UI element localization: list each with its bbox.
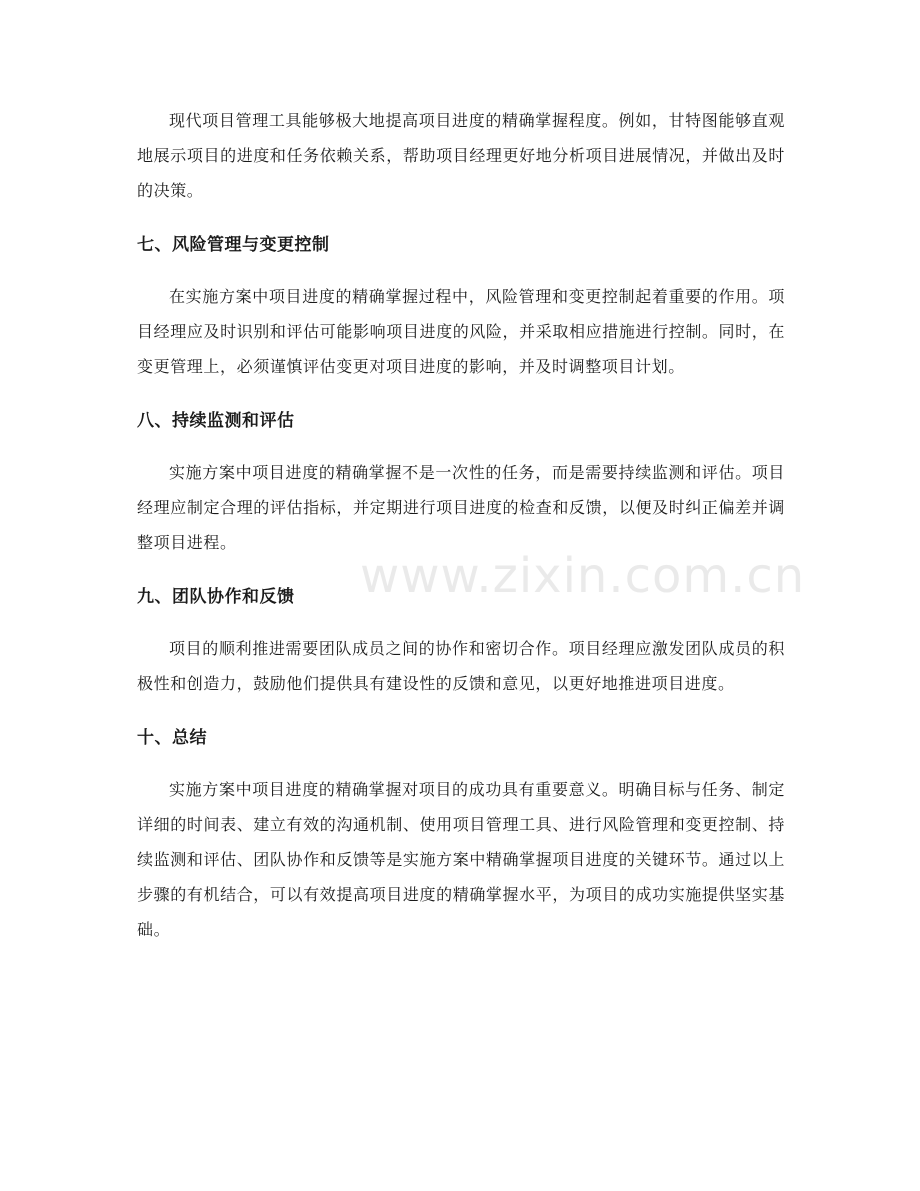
paragraph-summary: 实施方案中项目进度的精确掌握对项目的成功具有重要意义。明确目标与任务、制定详细的时间表、建立有效的沟通机制、使用项目管理工具、进行风险管理和变更控制、持续监测和评估、团队协作和反馈等是实施方案中精确掌握项目进度的关键环节。通过以上步骤的有机结合，可以有效提高项目进度的精确掌握水平，为项目的成功实施提供坚实基础。 <box>137 780 785 939</box>
section-heading-teamwork: 九、团队协作和反馈 <box>137 587 295 607</box>
document-body <box>137 103 785 971</box>
section-heading-monitoring: 八、持续监测和评估 <box>137 411 295 431</box>
watermark-text: www.zixin.com.cn <box>360 548 806 604</box>
section-heading-risk-management: 七、风险管理与变更控制 <box>137 235 330 255</box>
paragraph-teamwork: 项目的顺利推进需要团队成员之间的协作和密切合作。项目经理应激发团队成员的积极性和创造力，鼓励他们提供具有建设性的反馈和意见，以更好地推进项目进度。 <box>137 639 785 693</box>
paragraph-tools-intro: 现代项目管理工具能够极大地提高项目进度的精确掌握程度。例如，甘特图能够直观地展示项目的进度和任务依赖关系，帮助项目经理更好地分析项目进展情况，并做出及时的决策。 <box>137 111 785 200</box>
paragraph-risk-management: 在实施方案中项目进度的精确掌握过程中，风险管理和变更控制起着重要的作用。项目经理应及时识别和评估可能影响项目进度的风险，并采取相应措施进行控制。同时，在变更管理上，必须谨慎评估变更对项目进度的影响，并及时调整项目计划。 <box>137 287 785 376</box>
paragraph-monitoring: 实施方案中项目进度的精确掌握不是一次性的任务，而是需要持续监测和评估。项目经理应制定合理的评估指标，并定期进行项目进度的检查和反馈，以便及时纠正偏差并调整项目进程。 <box>137 463 785 552</box>
section-heading-summary: 十、总结 <box>137 728 207 748</box>
